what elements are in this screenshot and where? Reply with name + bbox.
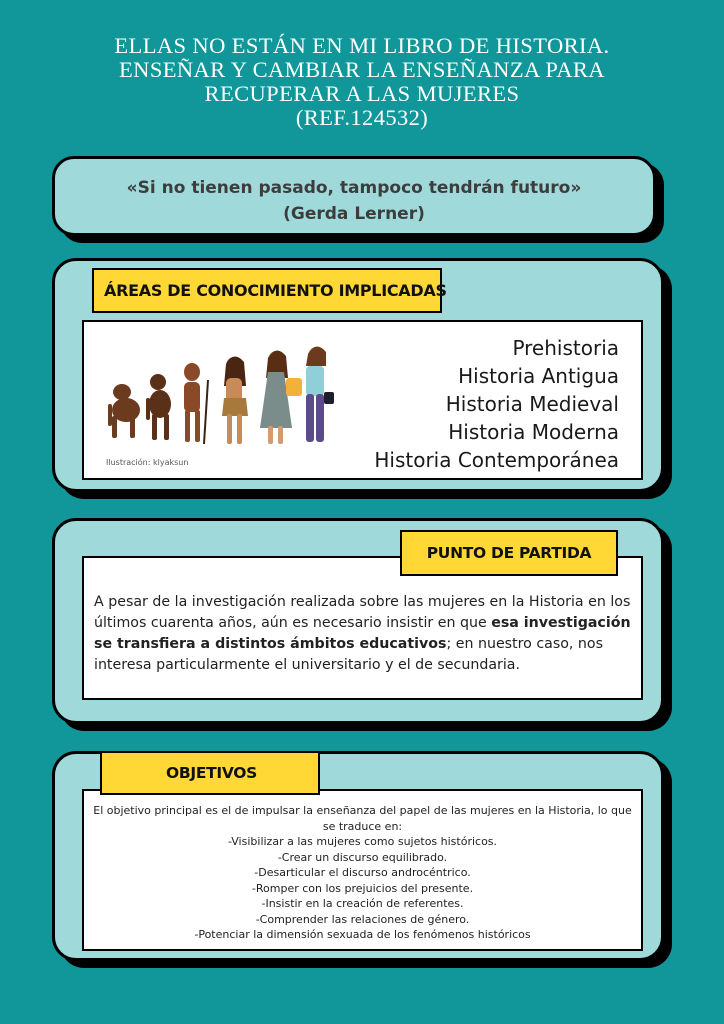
- page-title: [40, 34, 684, 130]
- objetivo-item: -Romper con los prejuicios del presente.: [251, 881, 474, 895]
- punto-card: [82, 556, 643, 700]
- areas-heading: ÁREAS DE CONOCIMIENTO IMPLICADAS: [92, 268, 442, 313]
- objetivo-item: -Visibilizar a las mujeres como sujetos históricos.: [227, 835, 498, 848]
- quote-text: «Si no tienen pasado, tampoco tendrán futuro»: [126, 178, 582, 198]
- title-line-3: RECUPERAR A LAS MUJERES: [204, 81, 520, 106]
- area-item: Prehistoria: [512, 336, 619, 360]
- quote-panel: [52, 156, 656, 236]
- areas-card: [82, 320, 643, 480]
- illustration-credit: Ilustración: klyaksun: [106, 458, 189, 467]
- objetivo-item: -Desarticular el discurso androcéntrico.: [254, 866, 471, 879]
- objetivos-text: [92, 803, 633, 943]
- objetivo-item: -Insistir en la creación de referentes.: [261, 897, 464, 910]
- title-line-1: ELLAS NO ESTÁN EN MI LIBRO DE HISTORIA.: [114, 33, 610, 58]
- evolution-illustration: [100, 332, 340, 452]
- punto-text-start: A pesar de la investigación realizada sobre las mujeres en la Historia en los últimos cuarenta años, aún es necesario insistir en que: [94, 594, 631, 631]
- objetivo-item: -Comprender las relaciones de género.: [255, 912, 470, 926]
- objetivo-item: -Potenciar la dimensión sexuada de los fenómenos históricos: [194, 928, 531, 941]
- punto-heading: PUNTO DE PARTIDA: [400, 530, 618, 576]
- area-item: Historia Contemporánea: [374, 448, 619, 472]
- punto-text-end: ; en nuestro caso, nos interesa particularmente el universitario y el de secundaria.: [94, 636, 603, 673]
- areas-list: [374, 334, 619, 474]
- objetivos-heading: OBJETIVOS: [100, 751, 320, 795]
- area-item: Historia Medieval: [445, 392, 619, 416]
- area-item: Historia Moderna: [448, 420, 619, 444]
- area-item: Historia Antigua: [458, 364, 619, 388]
- punto-text: [94, 592, 636, 676]
- quote-author: (Gerda Lerner): [283, 204, 425, 224]
- title-line-2: ENSEÑAR Y CAMBIAR LA ENSEÑANZA PARA: [119, 57, 605, 82]
- objetivo-item: -Crear un discurso equilibrado.: [277, 850, 448, 864]
- objetivos-intro: El objetivo principal es el de impulsar la enseñanza del papel de las mujeres en la Historia, lo que se traduce en:: [93, 804, 632, 833]
- title-line-4: (REF.124532): [295, 105, 429, 130]
- punto-text-bold: esa investigación se transfiera a distintos ámbitos educativos: [94, 615, 631, 652]
- objetivos-card: [82, 789, 643, 951]
- quote-block: [55, 175, 653, 227]
